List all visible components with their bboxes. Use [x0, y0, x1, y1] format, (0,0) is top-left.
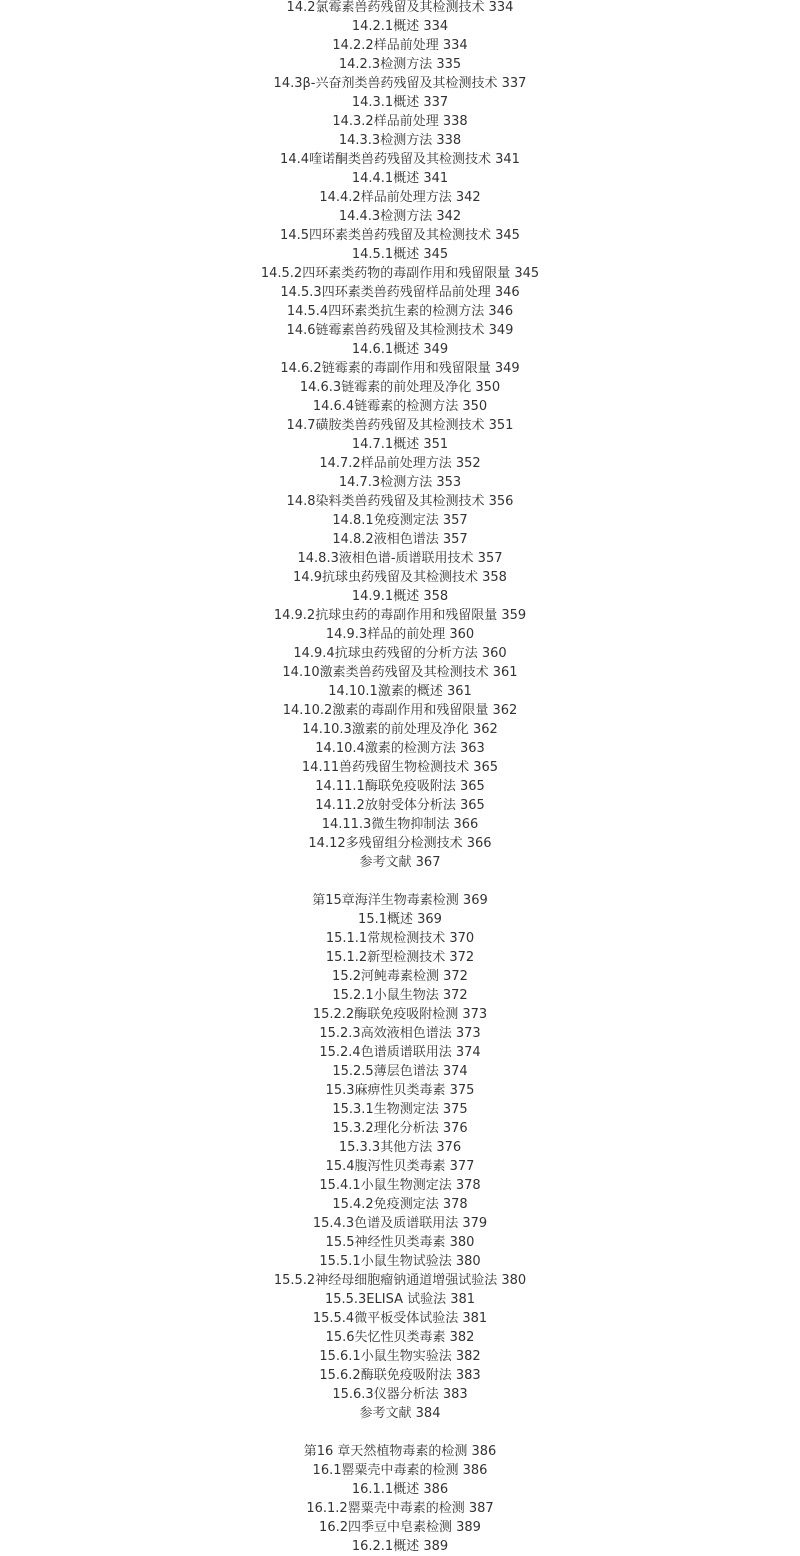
toc-entry: 15.1.2新型检测技术 372 — [325, 950, 475, 965]
toc-entry: 15.6失忆性贝类毒素 382 — [325, 1330, 475, 1345]
toc-entry: 14.6.4链霉素的检测方法 350 — [312, 399, 488, 414]
toc-entry: 14.8.2液相色谱法 357 — [332, 532, 468, 547]
toc-entry: 14.10激素类兽药残留及其检测技术 361 — [282, 665, 518, 680]
toc-entry: 15.2.2酶联免疫吸附检测 373 — [312, 1007, 488, 1022]
toc-entry: 参考文献 384 — [359, 1406, 441, 1421]
toc-entry: 14.9.2抗球虫药的毒副作用和残留限量 359 — [273, 608, 527, 623]
toc-entry: 16.1罂粟壳中毒素的检测 386 — [312, 1463, 488, 1478]
toc-entry: 14.9抗球虫药残留及其检测技术 358 — [293, 570, 507, 585]
toc-entry: 14.6.3链霉素的前处理及净化 350 — [299, 380, 501, 395]
toc-entry: 14.7磺胺类兽药残留及其检测技术 351 — [286, 418, 514, 433]
toc-entry: 15.2河鲀毒素检测 372 — [332, 969, 468, 984]
toc-entry: 14.5.3四环素类兽药残留样品前处理 346 — [280, 285, 520, 300]
toc-entry: 14.2氯霉素兽药残留及其检测技术 334 — [286, 0, 514, 15]
toc-entry: 14.9.4抗球虫药残留的分析方法 360 — [293, 646, 507, 661]
toc-entry: 14.5四环素类兽药残留及其检测技术 345 — [280, 228, 520, 243]
toc-entry: 15.2.5薄层色谱法 374 — [332, 1064, 468, 1079]
toc-entry: 15.4.3色谱及质谱联用法 379 — [312, 1216, 488, 1231]
toc-entry: 15.2.3高效液相色谱法 373 — [319, 1026, 481, 1041]
toc-entry: 14.3.1概述 337 — [351, 95, 449, 110]
toc-entry: 14.11兽药残留生物检测技术 365 — [301, 760, 499, 775]
toc-entry: 14.7.1概述 351 — [351, 437, 449, 452]
toc-entry: 15.5.3ELISA 试验法 381 — [324, 1292, 476, 1307]
toc-entry: 14.9.1概述 358 — [351, 589, 449, 604]
toc-entry: 15.5.4微平板受体试验法 381 — [312, 1311, 488, 1326]
toc-entry: 14.10.3激素的前处理及净化 362 — [302, 722, 498, 737]
toc-entry: 15.1.1常规检测技术 370 — [325, 931, 475, 946]
toc-entry: 14.4.1概述 341 — [351, 171, 449, 186]
toc-entry: 14.8染料类兽药残留及其检测技术 356 — [286, 494, 514, 509]
toc-entry: 14.7.2样品前处理方法 352 — [319, 456, 481, 471]
toc-entry: 14.10.1激素的概述 361 — [328, 684, 472, 699]
toc-entry: 15.5.1小鼠生物试验法 380 — [319, 1254, 481, 1269]
toc-entry: 第16 章天然植物毒素的检测 386 — [303, 1444, 497, 1459]
toc-entry: 15.4腹泻性贝类毒素 377 — [325, 1159, 475, 1174]
toc-entry: 14.5.2四环素类药物的毒副作用和残留限量 345 — [260, 266, 540, 281]
toc-entry: 14.3.3检测方法 338 — [338, 133, 462, 148]
toc-entry: 14.3.2样品前处理 338 — [332, 114, 468, 129]
toc-entry: 14.5.4四环素类抗生素的检测方法 346 — [286, 304, 514, 319]
section-spacer — [0, 872, 800, 891]
toc-entry: 15.1概述 369 — [358, 912, 442, 927]
toc-entry: 14.11.3微生物抑制法 366 — [321, 817, 479, 832]
toc-entry: 15.5神经性贝类毒素 380 — [325, 1235, 475, 1250]
toc-entry: 15.2.4色谱质谱联用法 374 — [319, 1045, 481, 1060]
section-spacer — [0, 1423, 800, 1442]
toc-entry: 15.3.2理化分析法 376 — [332, 1121, 468, 1136]
toc-entry: 15.3麻痹性贝类毒素 375 — [325, 1083, 475, 1098]
toc-entry: 14.2.1概述 334 — [351, 19, 449, 34]
toc-entry: 14.6.1概述 349 — [351, 342, 449, 357]
toc-entry: 14.5.1概述 345 — [351, 247, 449, 262]
toc-entry: 16.1.1概述 386 — [351, 1482, 449, 1497]
toc-entry: 15.6.2酶联免疫吸附法 383 — [319, 1368, 481, 1383]
toc-entry: 16.2.1概述 389 — [351, 1539, 449, 1554]
toc-entry: 第15章海洋生物毒素检测 369 — [312, 893, 488, 908]
toc-entry: 15.6.1小鼠生物实验法 382 — [319, 1349, 481, 1364]
toc-entry: 15.2.1小鼠生物法 372 — [332, 988, 468, 1003]
toc-entry: 14.4.2样品前处理方法 342 — [319, 190, 481, 205]
toc-entry: 16.2四季豆中皂素检测 389 — [319, 1520, 481, 1535]
toc-entry: 14.4.3检测方法 342 — [338, 209, 462, 224]
toc-entry: 14.6链霉素兽药残留及其检测技术 349 — [286, 323, 514, 338]
toc-entry: 16.1.2罂粟壳中毒素的检测 387 — [306, 1501, 494, 1516]
toc-entry: 14.2.2样品前处理 334 — [332, 38, 468, 53]
toc-entry: 参考文献 367 — [359, 855, 441, 870]
toc-entry: 14.7.3检测方法 353 — [338, 475, 462, 490]
toc-entry: 14.11.1酶联免疫吸附法 365 — [315, 779, 485, 794]
toc-entry: 14.8.3液相色谱-质谱联用技术 357 — [297, 551, 503, 566]
toc-entry: 14.12多残留组分检测技术 366 — [308, 836, 492, 851]
toc-entry: 15.4.2免疫测定法 378 — [332, 1197, 468, 1212]
toc-entry: 14.10.2激素的毒副作用和残留限量 362 — [282, 703, 518, 718]
toc-entry: 14.8.1免疫测定法 357 — [332, 513, 468, 528]
toc-entry: 15.5.2神经母细胞瘤钠通道增强试验法 380 — [273, 1273, 527, 1288]
toc-entry: 14.4喹诺酮类兽药残留及其检测技术 341 — [280, 152, 520, 167]
toc-entry: 15.3.1生物测定法 375 — [332, 1102, 468, 1117]
toc-entry: 14.9.3样品的前处理 360 — [325, 627, 475, 642]
toc-entry: 15.6.3仪器分析法 383 — [332, 1387, 468, 1402]
toc-entry: 14.6.2链霉素的毒副作用和残留限量 349 — [280, 361, 520, 376]
toc-entry: 14.10.4激素的检测方法 363 — [315, 741, 485, 756]
toc-entry: 14.2.3检测方法 335 — [338, 57, 462, 72]
toc-entry: 15.3.3其他方法 376 — [338, 1140, 462, 1155]
toc-entry: 14.11.2放射受体分析法 365 — [315, 798, 485, 813]
toc-entry: 14.3β-兴奋剂类兽药残留及其检测技术 337 — [273, 76, 527, 91]
toc-entry: 15.4.1小鼠生物测定法 378 — [319, 1178, 481, 1193]
